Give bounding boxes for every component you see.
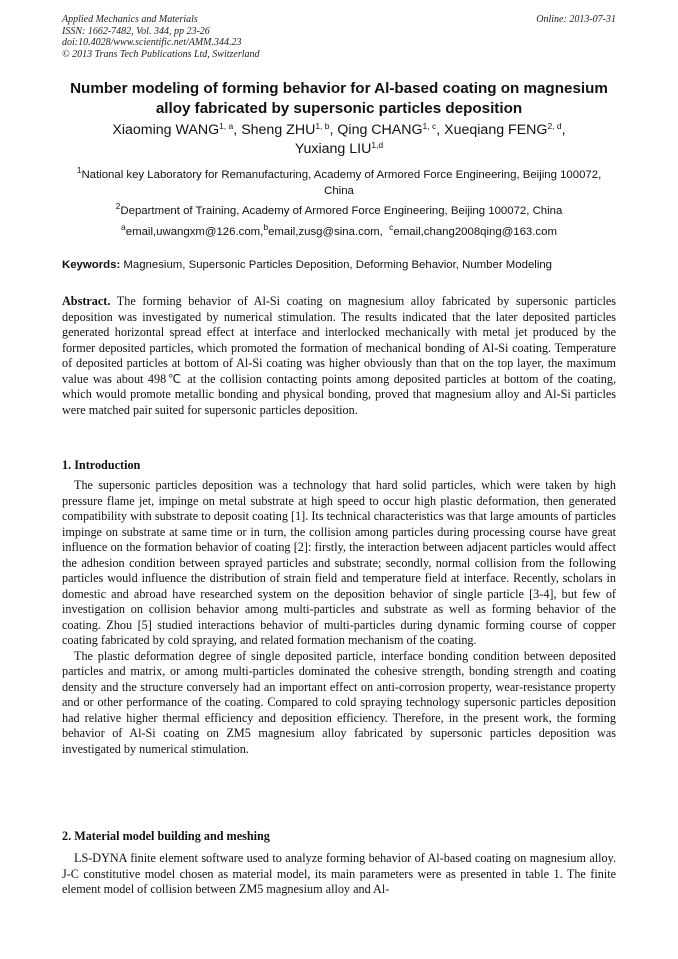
author-separator: ,: [436, 122, 445, 138]
email-c[interactable]: email,chang2008qing@163.com: [393, 226, 557, 238]
author-name: Sheng ZHU: [241, 122, 316, 138]
abstract-text: The forming behavior of Al-Si coating on magnesium alloy fabricated by supersonic particles deposition was investigated by numerical stimulation. The results indicated that the later deposited particles generated horizontal spread effect at interface and interlocked mechanically with metal jet produced by the former deposited particles, which promoted the formation of mechanical bonding of Al-Si coating. Temperature of deposited particles at bottom of Al-Si coating was higher obviously than that on the top layer, the maximum value was about 498℃ at the collision contacting points among deposited particles at bottom of the coating, which would promote metallic bonding and physical bonding, proved that magnesium alloy and Al-Si particles were matched pair suited for supersonic particles deposition.: [62, 294, 616, 417]
section-1-heading: 1. Introduction: [62, 458, 141, 472]
section-2-body: [62, 851, 616, 898]
section-1-body: [62, 478, 616, 757]
abstract-label: Abstract.: [62, 294, 111, 308]
affiliation-mark: 1: [76, 165, 82, 175]
paragraph: LS-DYNA finite element software used to analyze forming behavior of Al-based coating on magnesium alloy. J-C constitutive model chosen as material model, its main parameters were as presented in table 1. The finite element model of collision between ZM5 magnesium alloy and Al-: [62, 851, 616, 896]
journal-header: [62, 14, 260, 60]
email-a[interactable]: email,uwangxm@126.com,: [125, 226, 264, 238]
author-affiliation-mark: 1, c: [422, 121, 437, 131]
abstract: [62, 294, 616, 418]
paper-title: Number modeling of forming behavior for Al-based coating on magnesium alloy fabricated by supersonic particles deposition: [70, 80, 608, 117]
affiliation-2: [62, 201, 616, 220]
author-name: Xiaoming WANG: [112, 122, 220, 138]
author-name: Xueqiang FENG: [444, 122, 548, 138]
keywords: [62, 258, 622, 273]
author-affiliation-mark: 1,d: [371, 140, 384, 150]
author-name: Qing CHANG: [337, 122, 423, 138]
author-separator: ,: [233, 122, 242, 138]
author-separator: ,: [561, 122, 566, 138]
section-2-heading: 2. Material model building and meshing: [62, 829, 270, 843]
keywords-text: Magnesium, Supersonic Particles Deposition, Deforming Behavior, Number Modeling: [120, 259, 553, 271]
author-affiliation-mark: 2, d: [547, 121, 562, 131]
author-affiliation-mark: 1, a: [219, 121, 234, 131]
doi-line: doi:10.4028/www.scientific.net/AMM.344.23: [62, 37, 242, 48]
email-line: [62, 222, 616, 241]
author-list: [62, 121, 616, 159]
author-name: Yuxiang LIU: [294, 141, 372, 157]
author-separator: ,: [329, 122, 338, 138]
paragraph: The supersonic particles deposition was a technology that hard solid particles, which were taken by high pressure flame jet, impinge on metal substrate at high speed to occur high plastic deformation, then generated compatibility with substrate to deposit coating [1]. Its technical characteristics was that large amounts of particles impinge on substrate at same time or in turn, the collision among particles during processing course have great influence on the formation behavior of coating [2]: firstly, the interaction between adjacent particles would affect the adhesion condition between sprayed particles and substrate; secondly, normal collision from the following particles would influence the distribution of strain field and temperature field at interface. Recently, scholars in domestic and abroad have researched system on the deposition behavior of single particle [3-4], but few of investigation on collision behavior among multi-particles and substrate as well as forming behavior of the coating. Zhou [5] studied interactions behavior of multi-particles during dynamic forming course of copper coating fabricated by cold spraying, and related formation mechanism of the coating.: [62, 478, 616, 647]
email-mark: a: [121, 222, 126, 232]
copyright-line: © 2013 Trans Tech Publications Ltd, Switzerland: [62, 48, 260, 60]
journal-name: Applied Mechanics and Materials: [62, 14, 198, 25]
paragraph: The plastic deformation degree of single deposited particle, interface bonding condition between deposited particles and matrix, or among multi-particles dominated the cohesive strength, bonding strength and coating density and the structure conversely had an important effect on anti-corrosion property, wear-resistance property and or other performance of the coating. Compared to cold spraying technology supersonic particles deposition had relative higher thermal efficiency and deposition efficiency. Therefore, in the present work, the forming behavior of Al-Si coating on ZM5 magnesium alloy fabricated by supersonic particles deposition was investigated by numerical stimulation.: [62, 648, 616, 756]
keywords-label: Keywords:: [62, 259, 121, 271]
affiliation-mark: 2: [115, 201, 121, 211]
email-b[interactable]: email,zusg@sina.com,: [268, 226, 390, 238]
author-affiliation-mark: 1, b: [315, 121, 330, 131]
online-date: Online: 2013-07-31: [536, 14, 616, 25]
issn-line: ISSN: 1662-7482, Vol. 344, pp 23-26: [62, 25, 210, 37]
email-mark: c: [389, 222, 394, 232]
email-mark: b: [263, 222, 269, 232]
affiliation-text: National key Laboratory for Remanufacturing, Academy of Armored Force Engineering, Beijing 100072, China: [81, 169, 602, 197]
affiliation-text: Department of Training, Academy of Armored Force Engineering, Beijing 100072, China: [120, 205, 563, 217]
affiliation-1: [62, 165, 616, 199]
